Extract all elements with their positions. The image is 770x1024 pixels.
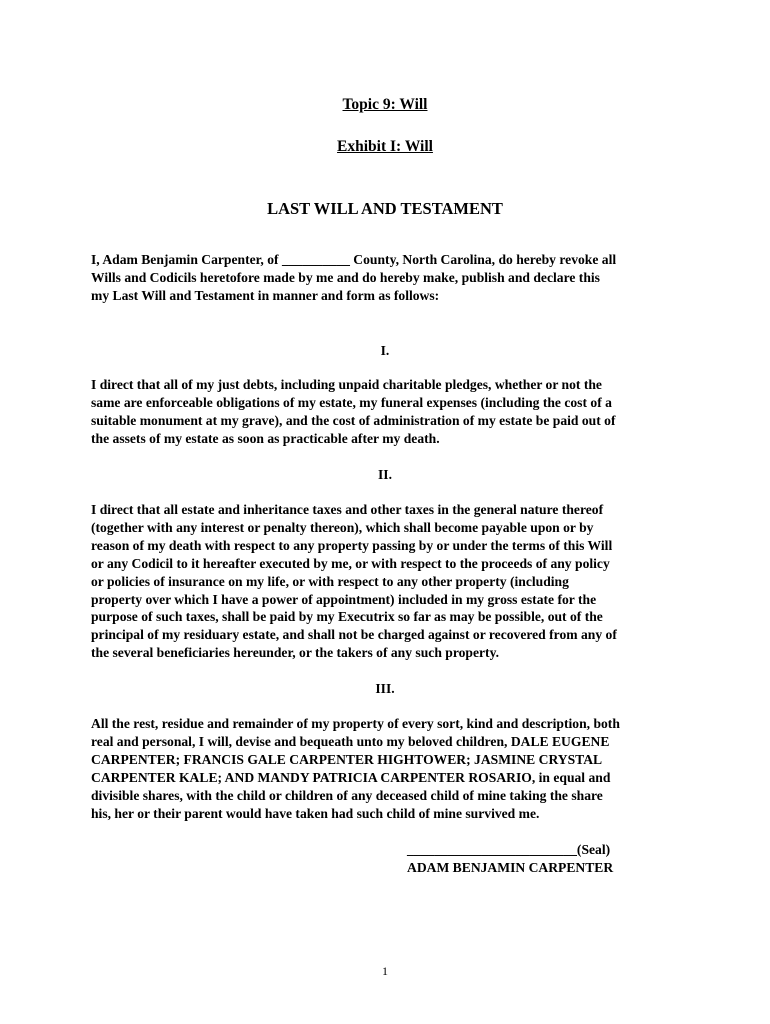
article-line: purpose of such taxes, shall be paid by my Executrix so far as may be possible, out of the [91, 609, 603, 625]
article-line: reason of my death with respect to any property passing by or under the terms of this Will [91, 537, 613, 553]
signature-line: _________________________(Seal) [407, 842, 611, 857]
intro-paragraph [91, 251, 687, 305]
article-line: his, her or their parent would have taken had such child of mine survived me. [91, 805, 540, 821]
signatory-name: ADAM BENJAMIN CARPENTER [407, 860, 614, 875]
article-line: CARPENTER KALE; AND MANDY PATRICIA CARPENTER ROSARIO, in equal and [91, 769, 611, 785]
article-1-paragraph [91, 376, 687, 448]
article-line: the assets of my estate as soon as practicable after my death. [91, 430, 440, 446]
article-2-paragraph [91, 501, 687, 662]
article-line: I direct that all estate and inheritance taxes and other taxes in the general nature thereof [91, 502, 604, 517]
article-line: real and personal, I will, devise and bequeath unto my beloved children, DALE EUGENE [91, 733, 610, 749]
article-line: principal of my residuary estate, and shall not be charged against or recovered from any of [91, 627, 617, 643]
article-line: property over which I have a power of appointment) included in my gross estate for the [91, 591, 597, 607]
article-3-paragraph [91, 715, 687, 822]
article-1-number: I. [380, 343, 390, 358]
article-line: same are enforceable obligations of my estate, my funeral expenses (including the cost of a [91, 394, 612, 410]
article-line: suitable monument at my grave), and the cost of administration of my estate be paid out of [91, 412, 616, 428]
article-line: (together with any interest or penalty thereon), which shall become payable upon or by [91, 519, 594, 535]
article-line: or policies of insurance on my life, or with respect to any other property (including [91, 573, 569, 589]
exhibit-heading: Exhibit I: Will [337, 138, 433, 155]
article-line: I direct that all of my just debts, including unpaid charitable pledges, whether or not the [91, 377, 602, 392]
article-line: or any Codicil to it hereafter executed by me, or with respect to the proceeds of any policy [91, 555, 610, 571]
intro-line: I, Adam Benjamin Carpenter, of __________ County, North Carolina, do hereby revoke all [91, 252, 617, 267]
article-line: CARPENTER; FRANCIS GALE CARPENTER HIGHTOWER; JASMINE CRYSTAL [91, 751, 603, 767]
topic-heading: Topic 9: Will [342, 96, 428, 113]
article-line: All the rest, residue and remainder of my property of every sort, kind and description, both [91, 716, 620, 731]
intro-line: Wills and Codicils heretofore made by me and do hereby make, publish and declare this [91, 269, 600, 285]
document-title: LAST WILL AND TESTAMENT [267, 199, 503, 218]
article-2-number: II. [378, 467, 392, 482]
article-line: the several beneficiaries hereunder, or the takers of any such property. [91, 645, 500, 661]
article-3-number: III. [375, 681, 395, 696]
page-number: 1 [382, 964, 388, 978]
article-line: divisible shares, with the child or children of any deceased child of mine taking the share [91, 787, 603, 803]
intro-line: my Last Will and Testament in manner and form as follows: [91, 287, 440, 303]
